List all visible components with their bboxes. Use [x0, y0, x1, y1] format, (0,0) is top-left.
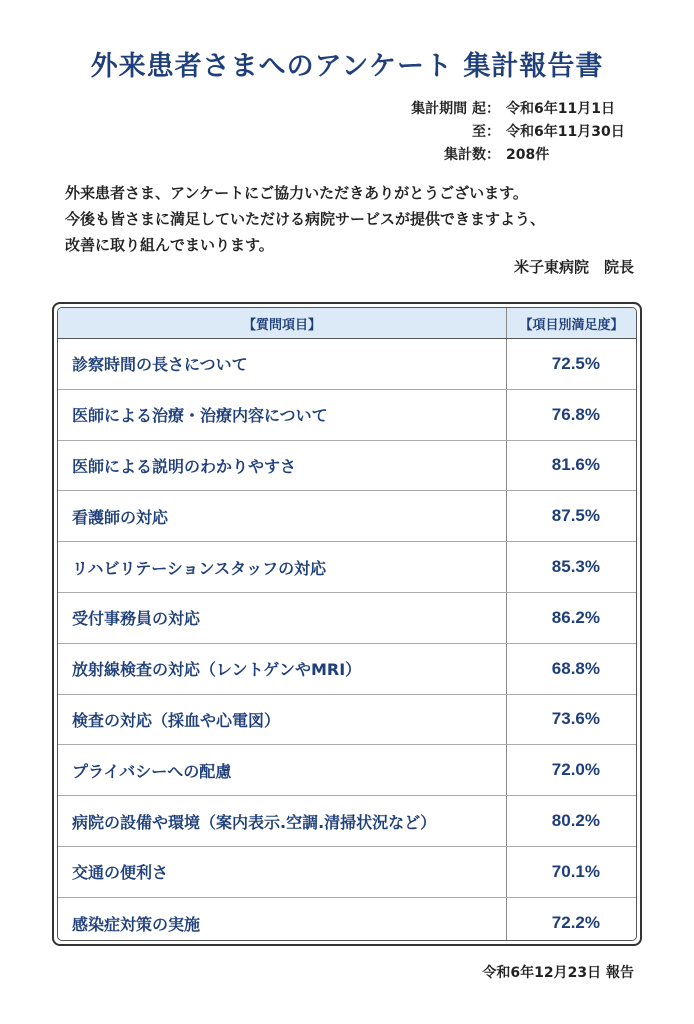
question-item: 医師による説明のわかりやすさ — [58, 441, 507, 491]
question-item: リハビリテーションスタッフの対応 — [58, 542, 507, 592]
table-row — [58, 796, 636, 847]
table-row — [58, 491, 636, 542]
satisfaction-table — [52, 302, 642, 946]
table-row — [58, 695, 636, 746]
satisfaction-score: 87.5% — [551, 506, 600, 526]
satisfaction-score: 85.3% — [551, 557, 600, 577]
period-start-value: 令和6年11月1日 — [506, 101, 615, 117]
period-start-label: 集計期間 起： — [411, 101, 500, 117]
table-row — [58, 847, 636, 898]
question-item: 診察時間の長さについて — [58, 339, 507, 389]
satisfaction-score: 73.6% — [551, 709, 600, 729]
survey-period-block — [411, 98, 634, 167]
greeting-message — [65, 180, 645, 258]
satisfaction-score: 76.8% — [551, 404, 600, 424]
satisfaction-score: 72.2% — [551, 913, 600, 933]
question-item: 放射線検査の対応（レントゲンやMRI） — [58, 644, 507, 694]
greeting-line: 改善に取り組んでまいります。 — [65, 236, 274, 254]
table-row — [58, 745, 636, 796]
satisfaction-score: 72.5% — [551, 353, 600, 373]
count-label: 集計数： — [444, 147, 500, 163]
table-row — [58, 390, 636, 441]
question-item: 病院の設備や環境（案内表示.空調.清掃状況など） — [58, 796, 507, 846]
question-item: 交通の便利さ — [58, 847, 507, 897]
table-header — [58, 308, 636, 339]
count-value: 208件 — [506, 147, 550, 163]
period-end-row — [411, 121, 634, 144]
question-item: 医師による治療・治療内容について — [58, 390, 507, 440]
signature: 米子東病院 院長 — [513, 258, 634, 276]
question-item: 看護師の対応 — [58, 491, 507, 541]
greeting-line: 外来患者さま、アンケートにご協力いただきありがとうございます。 — [65, 184, 528, 202]
period-start-row — [411, 98, 634, 121]
report-date: 令和6年12月23日 報告 — [482, 965, 634, 981]
report-title: 外来患者さまへのアンケート 集計報告書 — [90, 51, 604, 82]
table-row — [58, 644, 636, 695]
satisfaction-score: 68.8% — [551, 658, 600, 678]
count-row — [411, 144, 634, 167]
header-question-item: 【質問項目】 — [58, 308, 507, 338]
table-row — [58, 898, 636, 941]
question-item: 受付事務員の対応 — [58, 593, 507, 643]
table-row — [58, 542, 636, 593]
satisfaction-score: 86.2% — [551, 607, 600, 627]
period-end-label: 至： — [472, 124, 500, 140]
header-satisfaction: 【項目別満足度】 — [519, 317, 624, 333]
period-end-value: 令和6年11月30日 — [506, 124, 625, 140]
table-row — [58, 339, 636, 390]
question-item: プライバシーへの配慮 — [58, 745, 507, 795]
table-row — [58, 441, 636, 492]
satisfaction-score: 72.0% — [551, 760, 600, 780]
satisfaction-score: 81.6% — [551, 455, 600, 475]
greeting-line: 今後も皆さまに満足していただける病院サービスが提供できますよう、 — [65, 210, 546, 228]
satisfaction-score: 70.1% — [551, 861, 600, 881]
satisfaction-score: 80.2% — [551, 811, 600, 831]
question-item: 感染症対策の実施 — [58, 898, 507, 941]
question-item: 検査の対応（採血や心電図） — [58, 695, 507, 745]
table-inner — [57, 307, 637, 941]
table-row — [58, 593, 636, 644]
